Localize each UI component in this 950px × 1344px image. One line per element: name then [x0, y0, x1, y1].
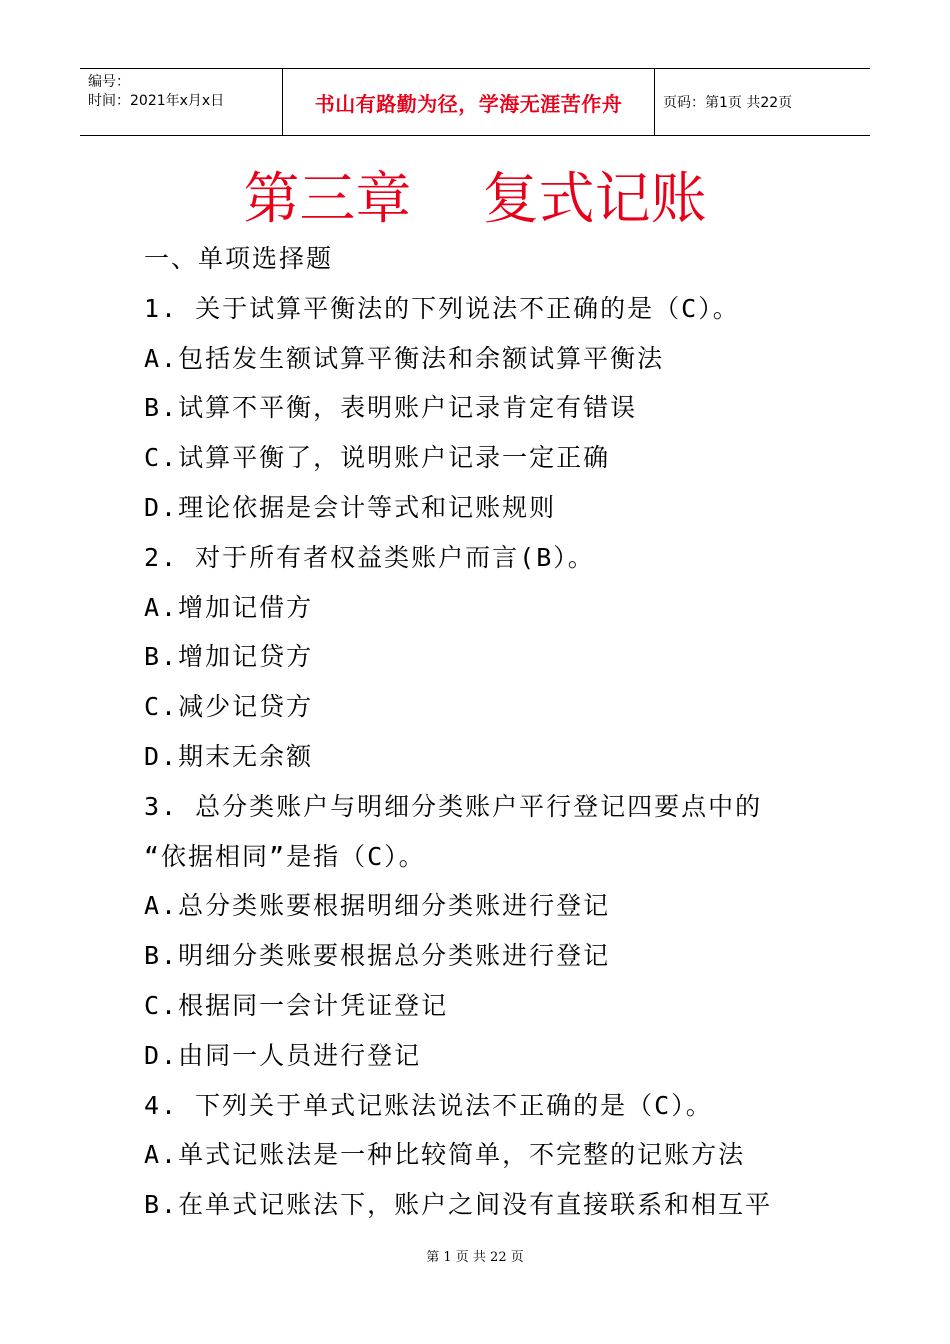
document-header [80, 68, 870, 136]
question-3-option-d: D.由同一人员进行登记 [144, 1040, 422, 1070]
question-3: 3. 总分类账户与明细分类账户平行登记四要点中的 [144, 791, 763, 821]
header-page-cell [655, 69, 870, 135]
question-1-option-b: B.试算不平衡，表明账户记录肯定有错误 [144, 393, 638, 423]
question-3-option-b: B.明细分类账要根据总分类账进行登记 [144, 941, 611, 971]
question-2-option-d: D.期末无余额 [144, 741, 314, 771]
date-label: 时间：2021年x月x日 [88, 93, 225, 109]
question-3-option-c: C.根据同一会计凭证登记 [144, 990, 449, 1020]
question-1-option-d: D.理论依据是会计等式和记账规则 [144, 492, 557, 522]
motto-text: 书山有路勤为径，学海无涯苦作舟 [314, 91, 623, 116]
header-motto-cell [283, 69, 655, 135]
page-footer: 第 1 页 共 22 页 [426, 1250, 524, 1265]
question-3-continued: “依据相同”是指（C）。 [144, 841, 426, 871]
chapter-title: 第三章 复式记账 [243, 167, 707, 232]
question-1-option-a: A.包括发生额试算平衡法和余额试算平衡法 [144, 343, 665, 373]
question-2-option-a: A.增加记借方 [144, 592, 314, 622]
question-1: 1. 关于试算平衡法的下列说法不正确的是（C）。 [144, 293, 740, 323]
question-2-option-b: B.增加记贷方 [144, 642, 314, 672]
question-4-option-a: A.单式记账法是一种比较简单，不完整的记账方法 [144, 1140, 746, 1170]
question-1-option-c: C.试算平衡了，说明账户记录一定正确 [144, 443, 611, 473]
question-4: 4. 下列关于单式记账法说法不正确的是（C）。 [144, 1090, 713, 1120]
question-4-option-b: B.在单式记账法下，账户之间没有直接联系和相互平 [144, 1190, 773, 1220]
question-3-option-a: A.总分类账要根据明细分类账进行登记 [144, 891, 611, 921]
question-2-option-c: C.减少记贷方 [144, 692, 314, 722]
question-2: 2. 对于所有者权益类账户而言(B）。 [144, 542, 595, 572]
section-heading: 一、单项选择题 [144, 244, 334, 273]
document-body [144, 234, 824, 1230]
serial-number-label: 编号： [88, 74, 130, 90]
page-info: 页码：第1页 共22页 [663, 95, 793, 111]
header-meta-cell [80, 69, 283, 135]
